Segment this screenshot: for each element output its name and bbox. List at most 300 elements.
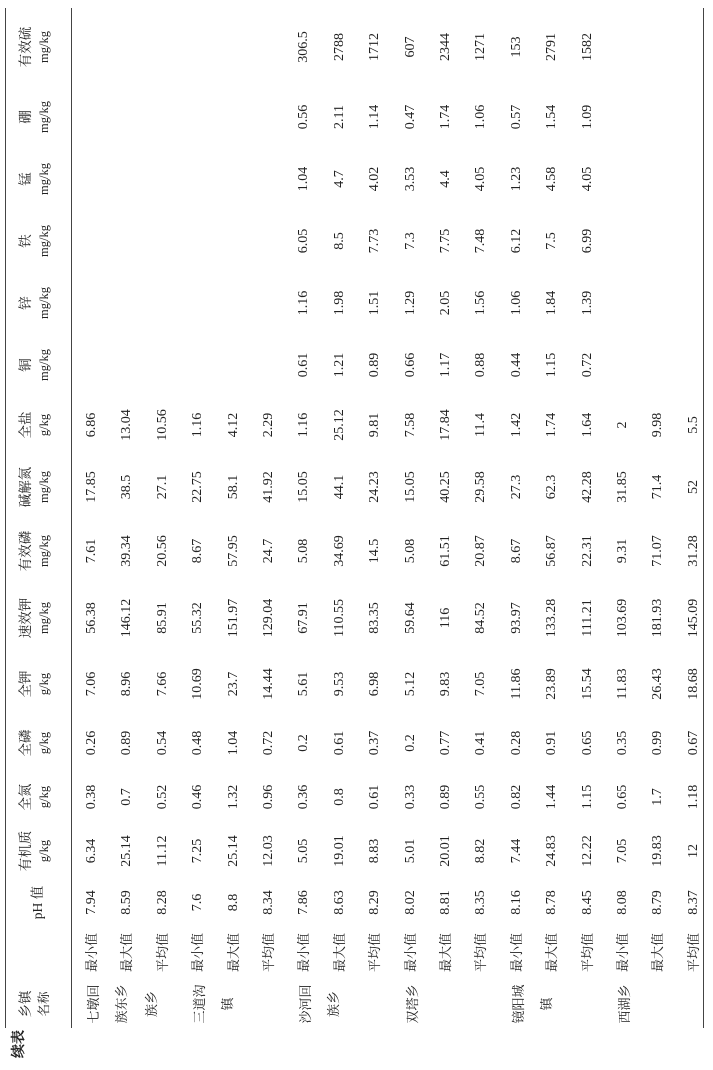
table-cell: 5.01 [402, 838, 418, 864]
table-cell: 1.74 [544, 412, 560, 438]
town-name [81, 980, 167, 1028]
table-cell: 1.09 [579, 104, 595, 130]
table-cell: 52 [685, 480, 701, 494]
table-cell: 1.98 [331, 290, 347, 316]
table-cell: 2344 [438, 33, 453, 61]
table-cell: 1.16 [296, 412, 312, 438]
table-cell: 7.05 [473, 671, 489, 697]
table-cell: 20.01 [438, 835, 453, 867]
table-cell: 1.04 [296, 166, 312, 192]
table-cell: 34.69 [331, 535, 347, 567]
stat-label: 平均值 [473, 933, 489, 973]
table-cell: 61.51 [438, 535, 453, 567]
table-cell: 23.7 [225, 671, 241, 697]
table-cell: 1271 [473, 33, 489, 61]
table-cell: 0.72 [579, 352, 595, 378]
table-cell: 40.25 [438, 471, 453, 503]
table-cell: 0.99 [650, 730, 666, 756]
column-header [17, 272, 53, 334]
stat-label: 最小值 [190, 933, 206, 973]
stat-label: 最大值 [331, 933, 347, 973]
stat-label: 平均值 [154, 933, 170, 973]
header-label: 有机质 [18, 830, 33, 872]
table-cell: 4.05 [473, 166, 489, 192]
table-cell: 7.5 [544, 232, 560, 250]
table-cell: 7.73 [367, 228, 383, 254]
header-label: 铁 [18, 234, 33, 248]
table-cell: 8.79 [650, 890, 666, 915]
table-cell: 1.15 [579, 784, 595, 810]
table-cell: 15.54 [579, 668, 595, 700]
header-unit: mg/kg [37, 225, 51, 257]
stat-label: 最大值 [650, 933, 666, 973]
stat-label: 最大值 [119, 933, 135, 973]
table-cell: 1.29 [402, 290, 418, 316]
header-unit: mg/kg [37, 602, 51, 634]
table-cell: 0.61 [296, 352, 312, 378]
town-name-line: 双塔乡 [404, 984, 420, 1024]
stat-label: 平均值 [367, 933, 383, 973]
table-cell: 25.14 [225, 835, 241, 867]
header-unit: mg/kg [37, 471, 51, 503]
table-cell: 0.65 [579, 730, 595, 756]
table-cell: 110.55 [331, 599, 347, 637]
table-cell: 6.34 [84, 838, 99, 864]
header-unit: g/kg [37, 839, 51, 863]
table-cell: 93.97 [508, 602, 524, 634]
table-cell: 3.53 [402, 166, 418, 192]
table-cell: 11.83 [615, 668, 630, 700]
table-cell: 55.32 [190, 602, 206, 634]
table-cell: 10.69 [190, 668, 206, 700]
table-cell: 27.1 [154, 474, 170, 500]
table-cell: 31.28 [685, 535, 701, 567]
column-header [17, 714, 53, 772]
town-name [612, 980, 638, 1028]
table-cell: 0.56 [296, 104, 312, 130]
table-cell: 2788 [331, 33, 347, 61]
table-cell: 20.56 [154, 535, 170, 567]
table-cell: 56.38 [84, 602, 99, 634]
table-cell: 306.5 [296, 31, 312, 63]
header-label: 全磷 [18, 729, 33, 757]
table-cell: 1.54 [544, 104, 560, 130]
table-cell: 7.05 [615, 838, 630, 864]
table-cell: 0.82 [508, 784, 524, 810]
table-cell: 8.37 [685, 890, 701, 915]
table-cell: 6.86 [84, 412, 99, 438]
table-cell: 14.5 [367, 538, 383, 564]
column-header [17, 822, 53, 880]
table-cell: 9.83 [438, 671, 453, 697]
table-cell: 7.66 [154, 671, 170, 697]
table-cell: 111.21 [579, 599, 595, 637]
column-header [17, 654, 53, 714]
table-cell: 8.34 [261, 890, 276, 915]
table-cell: 8.35 [473, 890, 489, 915]
town-name [400, 980, 426, 1028]
table-cell: 12.03 [261, 835, 276, 867]
table-cell: 1.32 [225, 784, 241, 810]
table-cell: 5.08 [296, 538, 312, 564]
table-cell: 44.1 [331, 474, 347, 500]
town-name-line: 族乡 [144, 991, 159, 1018]
header-label: 碱解氮 [18, 466, 33, 508]
table-cell: 2.05 [438, 290, 453, 316]
town-name [187, 980, 243, 1028]
town-name [293, 980, 349, 1028]
town-name-line: 镇 [538, 997, 554, 1011]
table-cell: 0.38 [84, 784, 99, 810]
column-header [17, 454, 53, 520]
header-unit: mg/kg [37, 31, 51, 63]
table-cell: 146.12 [119, 598, 135, 638]
table-cell: 7.48 [473, 228, 489, 254]
stat-label: 最小值 [296, 933, 312, 973]
table-cell: 8.81 [438, 890, 453, 915]
table-cell: 23.89 [544, 668, 560, 700]
table-cell: 1.74 [438, 104, 453, 130]
table-cell: 29.58 [473, 471, 489, 503]
stat-label: 最小值 [508, 933, 524, 973]
table-cell: 133.28 [544, 598, 560, 638]
table-cell: 9.81 [367, 412, 383, 438]
header-label: pH 值 [30, 885, 45, 920]
table-cell: 1.06 [508, 290, 524, 316]
table-cell: 5.08 [402, 538, 418, 564]
table-cell: 8.29 [367, 890, 383, 915]
stat-label: 最大值 [438, 933, 453, 973]
table-cell: 8.02 [402, 890, 418, 915]
table-cell: 7.06 [84, 671, 99, 697]
column-header [17, 148, 53, 210]
table-cell: 11.12 [154, 835, 170, 867]
table-cell: 1712 [367, 33, 383, 61]
table-cell: 129.04 [261, 598, 276, 638]
table-cell: 18.68 [685, 668, 701, 700]
column-header [17, 582, 53, 654]
table-cell: 27.3 [508, 474, 524, 500]
table-cell: 22.31 [579, 535, 595, 567]
header-label: 全氮 [18, 783, 33, 811]
table-cell: 24.83 [544, 835, 560, 867]
table-cell: 1.64 [579, 412, 595, 438]
table-cell: 1.15 [544, 352, 560, 378]
table-cell: 1.06 [473, 104, 489, 130]
table-cell: 1.56 [473, 290, 489, 316]
table-cell: 4.4 [438, 170, 453, 188]
column-header [17, 86, 53, 148]
table-cell: 8.16 [508, 890, 524, 915]
table-cell: 1.23 [508, 166, 524, 192]
table-cell: 85.91 [154, 602, 170, 634]
table-cell: 7.58 [402, 412, 418, 438]
table-cell: 0.91 [544, 730, 560, 756]
table-cell: 4.7 [331, 170, 347, 188]
table-cell: 0.57 [508, 104, 524, 130]
table-cell: 0.89 [438, 784, 453, 810]
column-header [17, 334, 53, 396]
stat-label: 最小值 [615, 933, 630, 973]
header-label: 锌 [18, 296, 33, 310]
table-cell: 0.26 [84, 730, 99, 756]
table-cell: 0.66 [402, 352, 418, 378]
table-cell: 7.44 [508, 838, 524, 864]
table-cell: 1.51 [367, 290, 383, 316]
table-cell: 1.16 [190, 412, 206, 438]
header-unit: mg/kg [37, 287, 51, 319]
table-cell: 1.17 [438, 352, 453, 378]
table-cell: 25.12 [331, 409, 347, 441]
table-cell: 0.48 [190, 730, 206, 756]
town-name-line: 三道沟 [192, 984, 208, 1024]
table-cell: 17.85 [84, 471, 99, 503]
table-cell: 7.3 [402, 232, 418, 250]
table-cell: 0.46 [190, 784, 206, 810]
table-cell: 38.5 [119, 474, 135, 500]
table-cell: 26.43 [650, 668, 666, 700]
table-cell: 71.4 [650, 474, 666, 500]
table-cell: 5.5 [685, 416, 701, 434]
town-name-line: 西湖乡 [617, 984, 632, 1024]
stat-label: 平均值 [579, 933, 595, 973]
table-cell: 8.08 [615, 890, 630, 915]
table-cell: 2791 [544, 33, 560, 61]
header-label: 铜 [18, 358, 33, 372]
table-cell: 31.85 [615, 471, 630, 503]
town-name-line: 沙河回 [298, 984, 314, 1024]
table-cell: 39.34 [119, 535, 135, 567]
table-cell: 7.61 [84, 538, 99, 564]
table-cell: 8.8 [225, 893, 241, 912]
column-header [17, 980, 53, 1028]
table-cell: 41.92 [261, 471, 276, 503]
table-cell: 0.33 [402, 784, 418, 810]
table-cell: 9.98 [650, 412, 666, 438]
table-cell: 17.84 [438, 409, 453, 441]
table-cell: 2.11 [331, 105, 347, 129]
table-cell: 14.44 [261, 668, 276, 700]
table-cell: 83.35 [367, 602, 383, 634]
table-cell: 25.14 [119, 835, 135, 867]
table-cell: 7.86 [296, 890, 312, 915]
table-cell: 7.25 [190, 838, 206, 864]
table-cell: 0.77 [438, 730, 453, 756]
table-cell: 1.42 [508, 412, 524, 438]
table-cell: 12.22 [579, 835, 595, 867]
table-cell: 58.1 [225, 474, 241, 500]
table-cell: 6.98 [367, 671, 383, 697]
table-cell: 8.45 [579, 890, 595, 915]
table-cell: 0.44 [508, 352, 524, 378]
table-cell: 145.09 [685, 598, 701, 638]
table-cell: 6.99 [579, 228, 595, 254]
column-header [17, 210, 53, 272]
table-cell: 0.61 [367, 784, 383, 810]
table-cell: 7.94 [84, 890, 99, 915]
table-cell: 20.87 [473, 535, 489, 567]
table-cell: 0.89 [119, 730, 135, 756]
header-label: 全盐 [18, 411, 33, 439]
table-cell: 8.82 [473, 838, 489, 864]
table-cell: 8.78 [544, 890, 560, 915]
table-cell: 1582 [579, 33, 595, 61]
table-cell: 7.6 [190, 893, 206, 912]
table-cell: 5.12 [402, 671, 418, 697]
table-cell: 0.41 [473, 730, 489, 756]
stat-label: 平均值 [261, 933, 276, 973]
header-label: 速效钾 [18, 597, 33, 639]
table-cell: 2.29 [261, 412, 276, 438]
table-cell: 0.54 [154, 730, 170, 756]
table-cell: 22.75 [190, 471, 206, 503]
table-cell: 0.7 [119, 788, 135, 806]
table-cell: 9.31 [615, 538, 630, 564]
table-cell: 1.04 [225, 730, 241, 756]
table-cell: 19.83 [650, 835, 666, 867]
table-cell: 6.12 [508, 228, 524, 254]
table-cell: 1.21 [331, 352, 347, 378]
table-cell: 19.01 [331, 835, 347, 867]
table-cell: 67.91 [296, 602, 312, 634]
stat-label: 最小值 [84, 933, 99, 973]
stat-label: 最大值 [225, 933, 241, 973]
table-cell: 1.39 [579, 290, 595, 316]
table-cell: 4.05 [579, 166, 595, 192]
column-header [17, 396, 53, 454]
table-cell: 8.67 [190, 538, 206, 564]
header-label: 锰 [18, 172, 33, 186]
table-cell: 8.28 [154, 890, 170, 915]
table-cell: 13.04 [119, 409, 135, 441]
table-cell: 1.18 [685, 784, 701, 810]
table-cell: 607 [402, 36, 418, 58]
table-cell: 1.44 [544, 784, 560, 810]
table-cell: 0.55 [473, 784, 489, 810]
town-name-line: 镇 [220, 997, 236, 1011]
table-cell: 8.5 [331, 232, 347, 250]
header-unit: mg/kg [37, 163, 51, 195]
table-cell: 1.84 [544, 290, 560, 316]
table-cell: 8.83 [367, 838, 383, 864]
table-cell: 71.07 [650, 535, 666, 567]
table-cell: 8.67 [508, 538, 524, 564]
header-label: 有效硫 [18, 26, 33, 68]
stat-label: 平均值 [685, 933, 701, 973]
column-header [17, 772, 53, 822]
table-cell: 8.59 [119, 890, 135, 915]
town-name-line: 七墩回 [86, 984, 101, 1024]
column-header [17, 520, 53, 582]
table-cell: 103.69 [615, 598, 630, 638]
soil-nutrient-table [5, 8, 703, 1028]
table-cell: 12 [685, 844, 701, 858]
table-cell: 0.2 [296, 734, 312, 752]
table-cell: 24.23 [367, 471, 383, 503]
town-name-line: 镜阳城 [510, 984, 526, 1024]
header-unit: mg/kg [37, 101, 51, 133]
table-cell: 56.87 [544, 535, 560, 567]
table-cell: 0.65 [615, 784, 630, 810]
table-cell: 181.93 [650, 598, 666, 638]
table-cell: 0.35 [615, 730, 630, 756]
table-cell: 5.05 [296, 838, 312, 864]
stat-label: 最小值 [402, 933, 418, 973]
table-cell: 0.96 [261, 784, 276, 810]
table-cell: 0.28 [508, 730, 524, 756]
table-cell: 42.28 [579, 471, 595, 503]
table-cell: 0.88 [473, 352, 489, 378]
table-cell: 62.3 [544, 474, 560, 500]
table-cell: 10.56 [154, 409, 170, 441]
header-unit: g/kg [37, 413, 51, 437]
header-unit: g/kg [37, 672, 51, 696]
header-unit: 名称 [37, 991, 51, 1017]
table-cell: 57.95 [225, 535, 241, 567]
header-label: 有效磷 [18, 530, 33, 572]
table-cell: 0.52 [154, 784, 170, 810]
header-unit: g/kg [37, 785, 51, 809]
table-cell: 4.12 [225, 412, 241, 438]
town-name [506, 980, 562, 1028]
header-unit: mg/kg [37, 349, 51, 381]
table-cell: 0.37 [367, 730, 383, 756]
table-cell: 1.7 [650, 788, 666, 806]
header-unit: g/kg [37, 731, 51, 755]
table-cell: 4.02 [367, 166, 383, 192]
table-cell: 5.61 [296, 671, 312, 697]
table-cell: 4.58 [544, 166, 560, 192]
table-cell: 0.89 [367, 352, 383, 378]
header-label: 硼 [18, 110, 33, 124]
table-cell: 9.53 [331, 671, 347, 697]
header-label: 乡镇 [18, 990, 33, 1018]
table-cell: 0.67 [685, 730, 701, 756]
table-cell: 7.75 [438, 228, 453, 254]
table-cell: 1.16 [296, 290, 312, 316]
table-cell: 0.61 [331, 730, 347, 756]
table-cell: 84.52 [473, 602, 489, 634]
header-label: 全钾 [18, 670, 33, 698]
table-cell: 151.97 [225, 598, 241, 638]
table-cell: 1.14 [367, 104, 383, 130]
column-header [29, 880, 47, 925]
town-name-line: 族东乡 [114, 984, 129, 1024]
header-unit: mg/kg [37, 535, 51, 567]
table-cell: 2 [615, 421, 630, 429]
table-cell: 11.86 [508, 668, 524, 700]
table-cell: 11.4 [473, 413, 489, 437]
table-cell: 15.05 [296, 471, 312, 503]
table-cell: 59.64 [402, 602, 418, 634]
table-cell: 8.63 [331, 890, 347, 915]
table-cell: 15.05 [402, 471, 418, 503]
table-cell: 153 [508, 36, 524, 58]
stat-label: 最大值 [544, 933, 560, 973]
table-cell: 6.05 [296, 228, 312, 254]
table-cell: 8.96 [119, 671, 135, 697]
table-cell: 116 [438, 607, 453, 629]
table-cell: 0.47 [402, 104, 418, 130]
table-cell: 24.7 [261, 538, 276, 564]
table-cell: 0.36 [296, 784, 312, 810]
town-name-line: 族乡 [326, 991, 342, 1018]
column-header [17, 8, 53, 86]
table-cell: 0.72 [261, 730, 276, 756]
table-cell: 0.2 [402, 734, 418, 752]
table-caption: 续表 [11, 1030, 27, 1058]
table-cell: 0.8 [331, 788, 347, 806]
